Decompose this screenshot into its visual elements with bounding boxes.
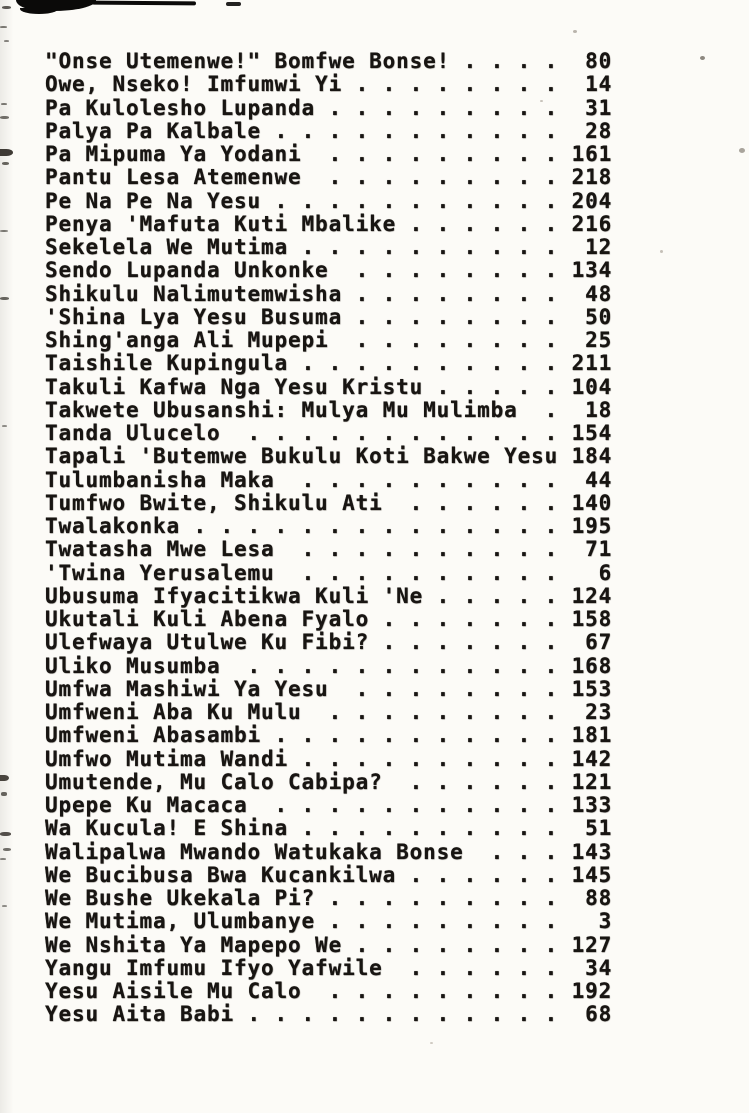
song-title: We Mutima, Ulumbanye (45, 909, 316, 934)
index-entry (45, 678, 612, 701)
index-entry (45, 748, 612, 771)
song-title: Taishile Kupingula (45, 351, 289, 376)
scan-speck (3, 848, 11, 851)
dot-leader: . . . . . . . . . . . . (220, 653, 572, 678)
page-number: 184 (571, 444, 613, 469)
page-number: 127 (571, 932, 613, 957)
ink-blot (20, 8, 58, 14)
index-entry (45, 771, 612, 794)
scan-speck (0, 832, 11, 836)
page-number: 28 (585, 118, 613, 143)
index-entry (45, 306, 612, 329)
song-title: Twatasha Mwe Lesa (45, 537, 275, 562)
scan-speck (0, 775, 9, 781)
song-title: Pa Kulolesho Lupanda (45, 95, 316, 120)
index-entry (45, 469, 612, 492)
dot-leader: . . . . . . . . (328, 676, 572, 701)
dot-leader: . . . . . . . . . (315, 95, 572, 120)
index-entry (45, 562, 612, 585)
index-entry (45, 236, 612, 259)
scan-speck (573, 30, 577, 33)
page-number: 143 (571, 839, 613, 864)
song-title: Uliko Musumba (45, 653, 221, 678)
dot-leader: . . . . . . . . . (315, 886, 572, 910)
page-number: 18 (585, 397, 613, 422)
index-entry (45, 143, 612, 166)
page-number: 12 (585, 235, 613, 259)
dot-leader: . . . . . . (396, 862, 572, 887)
index-entry (45, 724, 612, 747)
index-entry (45, 608, 612, 631)
page-number: 145 (571, 862, 613, 887)
song-title: "Onse Utemenwe!" Bomfwe Bonse! (45, 49, 451, 73)
page-number: 34 (585, 955, 613, 980)
index-entry (45, 515, 612, 538)
index-entry (45, 538, 612, 561)
scan-speck (660, 250, 663, 253)
scan-speck (739, 148, 745, 153)
dot-leader: . . . . . . (382, 490, 572, 515)
page-number: 104 (571, 374, 613, 399)
song-title: Umutende, Mu Calo Cabipa? (45, 769, 383, 794)
dot-leader: . . . . . . . . . (315, 909, 572, 934)
dot-leader: . . . . . . . . (328, 258, 572, 283)
song-title: Umfweni Aba Ku Mulu (45, 700, 302, 724)
dot-leader: . . . . . . . . . . (274, 467, 572, 492)
dot-leader: . . . . . . . . (342, 304, 572, 329)
song-title: Twalakonka (45, 514, 181, 538)
dot-leader: . . . . . . . (369, 607, 572, 631)
song-title: Shikulu Nalimutemwisha (45, 281, 343, 306)
song-title: We Nshita Ya Mapepo We (45, 932, 343, 957)
page-number: 181 (571, 723, 613, 748)
song-title: Palya Pa Kalbale (45, 118, 262, 143)
page-number: 204 (571, 188, 613, 213)
dot-leader: . . . . . . . . (328, 328, 572, 352)
song-title: Takuli Kafwa Nga Yesu Kristu (45, 374, 424, 399)
song-title: Ulefwaya Utulwe Ku Fibi? (45, 630, 370, 655)
page-number: 31 (585, 95, 613, 120)
index-entry (45, 399, 612, 422)
song-title: Tulumbanisha Maka (45, 467, 275, 492)
index-entry (45, 631, 612, 654)
page-number: 48 (585, 281, 613, 306)
page-number: 153 (571, 676, 613, 701)
dot-leader: . . . . . . . . . (301, 979, 572, 1003)
dot-leader: . . . . . . . . . . . . (234, 1002, 572, 1027)
index-entry (45, 817, 612, 840)
scan-speck (2, 6, 11, 9)
song-title: Yangu Imfumu Ifyo Yafwile (45, 955, 383, 980)
page-number: 218 (571, 165, 613, 190)
scan-speck (1, 792, 7, 796)
index-entry (45, 957, 612, 980)
index-entry (45, 910, 612, 933)
dot-leader: . . . . . . . . (342, 72, 572, 97)
page-number: 6 (598, 560, 613, 585)
dot-leader: . . . . . . (382, 955, 572, 980)
page-number: 51 (585, 816, 613, 841)
song-title: Shing'anga Ali Mupepi (45, 328, 329, 352)
page-number: 25 (585, 328, 613, 352)
index-entry (45, 120, 612, 143)
dot-leader: . (517, 397, 572, 422)
dot-leader: . . . . . . . . . . (288, 351, 572, 376)
song-title: Yesu Aita Babi (45, 1002, 235, 1027)
dot-leader: . . . . . . . . . . . (261, 118, 572, 143)
page-number: 168 (571, 653, 613, 678)
song-title: Upepe Ku Macaca (45, 793, 248, 817)
scan-speck (0, 858, 6, 860)
dot-leader: . . . . . . . . . . . . . . (180, 514, 572, 538)
scan-speck (0, 26, 7, 28)
index-entry (45, 166, 612, 189)
song-title: Penya 'Mafuta Kuti Mbalike (45, 211, 397, 236)
index-entry (45, 190, 612, 213)
page-number: 142 (571, 746, 613, 771)
song-title: Sendo Lupanda Unkonke (45, 258, 329, 283)
dot-leader: . . . . . (423, 374, 572, 399)
scan-speck (700, 56, 705, 60)
index-entry (45, 585, 612, 608)
song-title: Umfwa Mashiwi Ya Yesu (45, 676, 329, 701)
index-entry (45, 283, 612, 306)
dot-leader: . . . . . . . . . (301, 142, 572, 166)
song-index-list (45, 50, 612, 1027)
song-title: Ukutali Kuli Abena Fyalo (45, 607, 370, 631)
page-number: 71 (585, 537, 613, 562)
dot-leader: . . . . . . . . . . (288, 235, 572, 259)
index-entry (45, 934, 612, 957)
scan-speck (430, 1042, 433, 1044)
page-number: 80 (585, 49, 613, 73)
dot-leader: . . . . . . . . . . (274, 560, 572, 585)
page-number: 14 (585, 72, 613, 97)
dot-leader: . . . (463, 839, 572, 864)
index-entry (45, 422, 612, 445)
song-title: Pantu Lesa Atemenwe (45, 165, 302, 190)
scan-speck (0, 230, 8, 232)
page-number: 88 (585, 886, 613, 910)
index-entry (45, 352, 612, 375)
song-title: Sekelela We Mutima (45, 235, 289, 259)
song-title: We Bucibusa Bwa Kucankilwa (45, 862, 397, 887)
index-entry (45, 794, 612, 817)
song-title: Takwete Ubusanshi: Mulya Mu Mulimba (45, 397, 518, 422)
index-entry (45, 1003, 612, 1026)
page-number: 50 (585, 304, 613, 329)
page-number: 161 (571, 142, 613, 166)
scan-streak (92, 1, 196, 6)
scan-speck (1, 103, 7, 105)
song-title: Ubusuma Ifyacitikwa Kuli 'Ne (45, 583, 424, 608)
page-number: 3 (598, 909, 613, 934)
dot-leader (558, 444, 572, 468)
song-title: Tumfwo Bwite, Shikulu Ati (45, 490, 383, 515)
index-entry (45, 213, 612, 236)
page-number: 140 (571, 490, 613, 515)
index-entry (45, 73, 612, 96)
dot-leader: . . . . . . . . . . (288, 816, 572, 841)
dot-leader: . . . . . . (382, 769, 572, 794)
dot-leader: . . . . . . . . . . . (261, 723, 572, 748)
song-title: Umfweni Abasambi (45, 723, 262, 748)
song-title: Tanda Ulucelo (45, 421, 221, 445)
index-entry (45, 864, 612, 887)
dot-leader: . . . . . . . . (342, 281, 572, 306)
scan-speck (2, 905, 7, 907)
dot-leader: . . . . . . . . . . (288, 746, 572, 771)
index-entry (45, 445, 612, 468)
song-title: Pe Na Pe Na Yesu (45, 188, 262, 213)
index-entry (45, 655, 612, 678)
index-entry (45, 50, 612, 73)
page-number: 154 (571, 421, 613, 445)
scan-speck (0, 297, 9, 300)
scan-speck (2, 425, 7, 427)
song-title: Wa Kucula! E Shina (45, 816, 289, 841)
page-number: 192 (571, 979, 613, 1003)
page-number: 67 (585, 630, 613, 655)
index-entry (45, 980, 612, 1003)
dot-leader: . . . . . . . (369, 630, 572, 655)
index-entry (45, 329, 612, 352)
index-entry (45, 701, 612, 724)
page-number: 216 (571, 211, 613, 236)
index-entry (45, 376, 612, 399)
page-number: 44 (585, 467, 613, 492)
scan-speck (226, 2, 241, 6)
song-title: Umfwo Mutima Wandi (45, 746, 289, 771)
song-title: Pa Mipuma Ya Yodani (45, 142, 302, 166)
page-number: 158 (571, 607, 613, 631)
scan-edge-shade (0, 0, 16, 1113)
page-number: 133 (571, 793, 613, 817)
page-number: 124 (571, 583, 613, 608)
song-title: 'Twina Yerusalemu (45, 560, 275, 585)
dot-leader: . . . . . . . . . (301, 165, 572, 190)
index-entry (45, 259, 612, 282)
dot-leader: . . . . . . (396, 211, 572, 236)
song-title: Owe, Nseko! Imfumwi Yi (45, 72, 343, 97)
song-title: Walipalwa Mwando Watukaka Bonse (45, 839, 464, 864)
dot-leader: . . . . . . . . . . (274, 537, 572, 562)
page-number: 68 (585, 1002, 613, 1027)
page-number: 211 (571, 351, 613, 376)
page-number: 23 (585, 700, 613, 724)
dot-leader: . . . . . . . . . . . (247, 793, 572, 817)
dot-leader: . . . . . . . . . . . (261, 188, 572, 213)
song-title: Tapali 'Butemwe Bukulu Koti Bakwe Yesu (45, 444, 559, 469)
dot-leader: . . . . . . . . . (301, 700, 572, 724)
dot-leader: . . . . . . . . . . . . (220, 421, 572, 445)
page-number: 134 (571, 258, 613, 283)
dot-leader: . . . . . . . . (342, 932, 572, 957)
index-entry (45, 887, 612, 910)
dot-leader: . . . . (450, 49, 572, 73)
scan-speck (2, 162, 9, 165)
index-entry (45, 97, 612, 120)
song-title: 'Shina Lya Yesu Busuma (45, 304, 343, 329)
scan-speck (0, 116, 9, 119)
dot-leader: . . . . . (423, 583, 572, 608)
scan-speck (4, 40, 9, 42)
index-entry (45, 492, 612, 515)
page-number: 195 (571, 514, 613, 538)
song-title: We Bushe Ukekala Pi? (45, 886, 316, 910)
scan-speck (0, 149, 13, 156)
page-number: 121 (571, 769, 613, 794)
index-entry (45, 841, 612, 864)
song-title: Yesu Aisile Mu Calo (45, 979, 302, 1003)
